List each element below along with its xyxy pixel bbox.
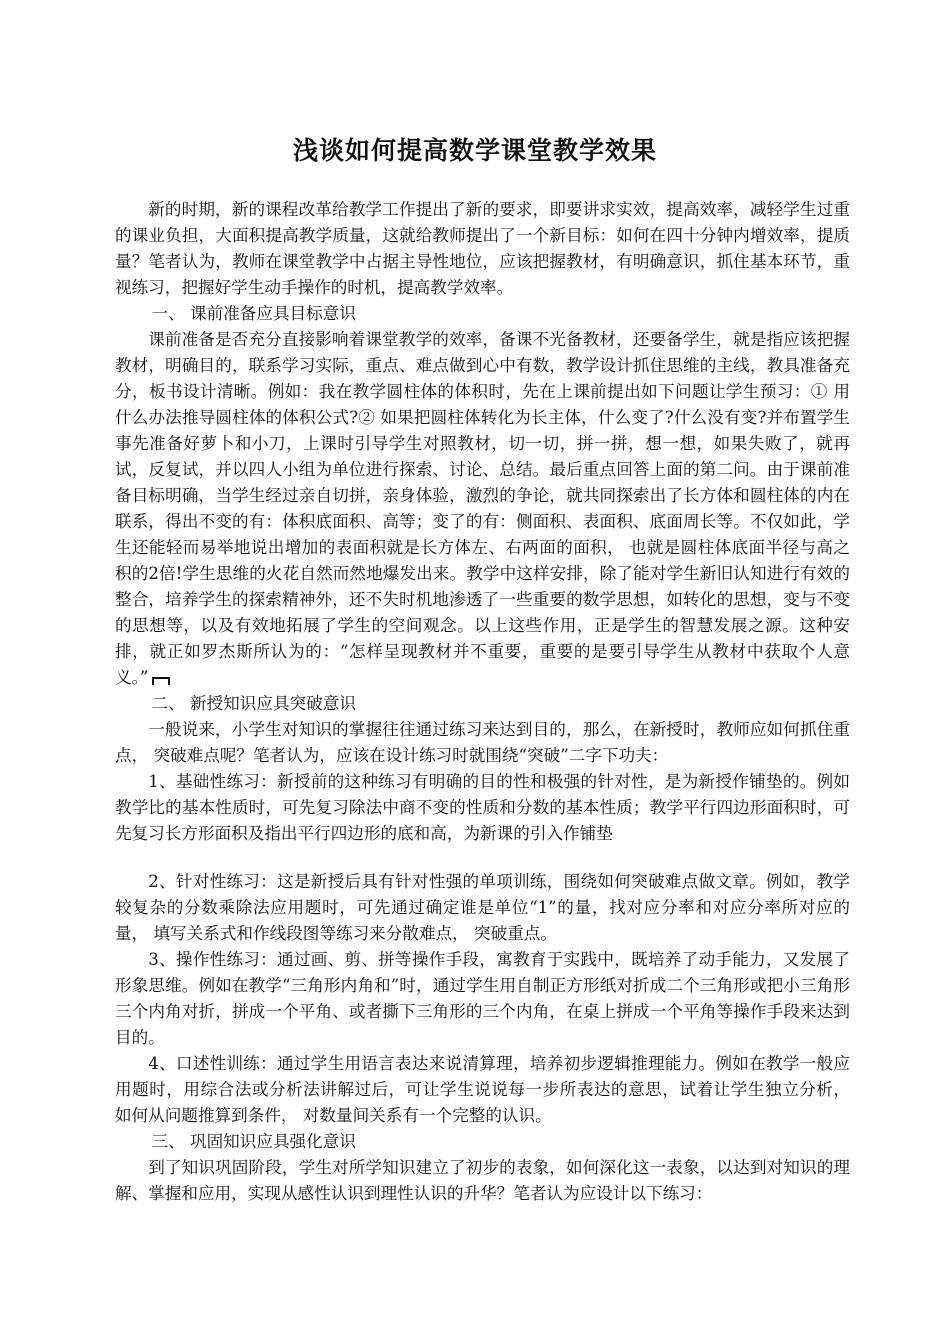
- section-2-paragraph: 一般说来，小学生对知识的掌握往往通过练习来达到目的，那么，在新授时，教师应如何抓住重点， 突破难点呢？笔者认为，应该在设计练习时就围绕“突破”二字下功夫：: [115, 720, 850, 765]
- section-1-heading: 一、 课前准备应具目标意识: [151, 304, 356, 323]
- section-3-paragraph: 到了知识巩固阶段，学生对所学知识建立了初步的表象，如何深化这一表象，以达到对知识的理解、掌握和应用，实现从感性认识到理性认识的升华？笔者认为应设计以下练习：: [115, 1158, 850, 1203]
- paragraph-mark-icon: [152, 677, 170, 685]
- section-2-item-4: 4、口述性训练：通过学生用语言表达来说清算理，培养初步逻辑推理能力。例如在教学一般应用题时，用综合法或分析法讲解过后，可让学生说说每一步所表达的意思，试着让学生独立分析， 如何从问题推算到条件， 对数量间关系有一个完整的认识。: [115, 1054, 850, 1125]
- document-body-upper: [115, 197, 850, 847]
- section-1-text: 课前准备是否充分直接影响着课堂教学的效率，备课不光备教材，还要备学生，就是指应该把握教材，明确目的，联系学习实际，重点、难点做到心中有数，教学设计抓住思维的主线，教具准备充分，板书设计清晰。例如：我在教学圆柱体的体积时，先在上课前提出如下问题让学生预习：① 用什么办法推导圆柱体的体积公式?② 如果把圆柱体转化为长主体，什么变了?什么没有变?并布置学生事先准备好萝卜和小刀，上课时引导学生对照教材，切一切，拼一拼，想一想，如果失败了，就再试，反复试，并以四人小组为单位进行探索、讨论、总结。最后重点回答上面的第二问。由于课前准备目标明确，当学生经过亲自切拼，亲身体验，激烈的争论，就共同探索出了长方体和圆柱体的内在联系，得出不变的有：体积底面积、高等；变了的有：侧面积、表面积、底面周长等。不仅如此，学生还能轻而易举地说出增加的表面积就是长方体左、右两面的面积， 也就是圆柱体底面半径与高之积的2倍!学生思维的火花自然而然地爆发出来。教学中这样安排，除了能对学生新旧认知进行有效的整合，培养学生的探索精神外，还不失时机地渗透了一些重要的数学思想，如转化的思想，变与不变的思想等，以及有效地拓展了学生的空间观念。以上这些作用，正是学生的智慧发展之源。这种安排，就正如罗杰斯所认为的：“怎样呈现教材并不重要，重要的是要引导学生从教材中获取个人意义。”: [115, 330, 850, 687]
- document-body-lower: [115, 869, 850, 1207]
- section-2-item-3: 3、操作性练习：通过画、剪、拼等操作手段，寓教育于实践中，既培养了动手能力，又发展了形象思维。例如在教学“三角形内角和”时，通过学生用自制正方形纸对折成二个三角形或把小三角形三个内角对折，拼成一个平角、或者撕下三角形的三个内角，在桌上拼成一个平角等操作手段来达到目的。: [115, 950, 850, 1047]
- section-3-heading: 三、 巩固知识应具强化意识: [151, 1132, 356, 1151]
- intro-paragraph: 新的时期，新的课程改革给教学工作提出了新的要求，即要讲求实效，提高效率，减轻学生过重的课业负担，大面积提高教学质量，这就给教师提出了一个新目标：如何在四十分钟内增效率，提质量？笔者认为，教师在课堂教学中占据主导性地位，应该把握教材，有明确意识，抓住基本环节，重视练习，把握好学生动手操作的时机，提高教学效率。: [115, 200, 850, 297]
- section-2-heading: 二、 新授知识应具突破意识: [151, 694, 356, 713]
- section-2-item-1: 1、基础性练习：新授前的这种练习有明确的目的性和极强的针对性，是为新授作铺垫的。例如教学比的基本性质时，可先复习除法中商不变的性质和分数的基本性质；教学平行四边形面积时，可先复习长方形面积及指出平行四边形的底和高，为新课的引入作铺垫: [115, 772, 850, 843]
- section-2-item-2: 2、针对性练习：这是新授后具有针对性强的单项训练，围绕如何突破难点做文章。例如，教学较复杂的分数乘除法应用题时，可先通过确定谁是单位“1”的量，找对应分率和对应分率所对应的量， 填写关系式和作线段图等练习来分散难点， 突破重点。: [115, 872, 850, 943]
- section-1-paragraph: [115, 327, 850, 691]
- document-title: 浅谈如何提高数学课堂教学效果: [292, 136, 657, 165]
